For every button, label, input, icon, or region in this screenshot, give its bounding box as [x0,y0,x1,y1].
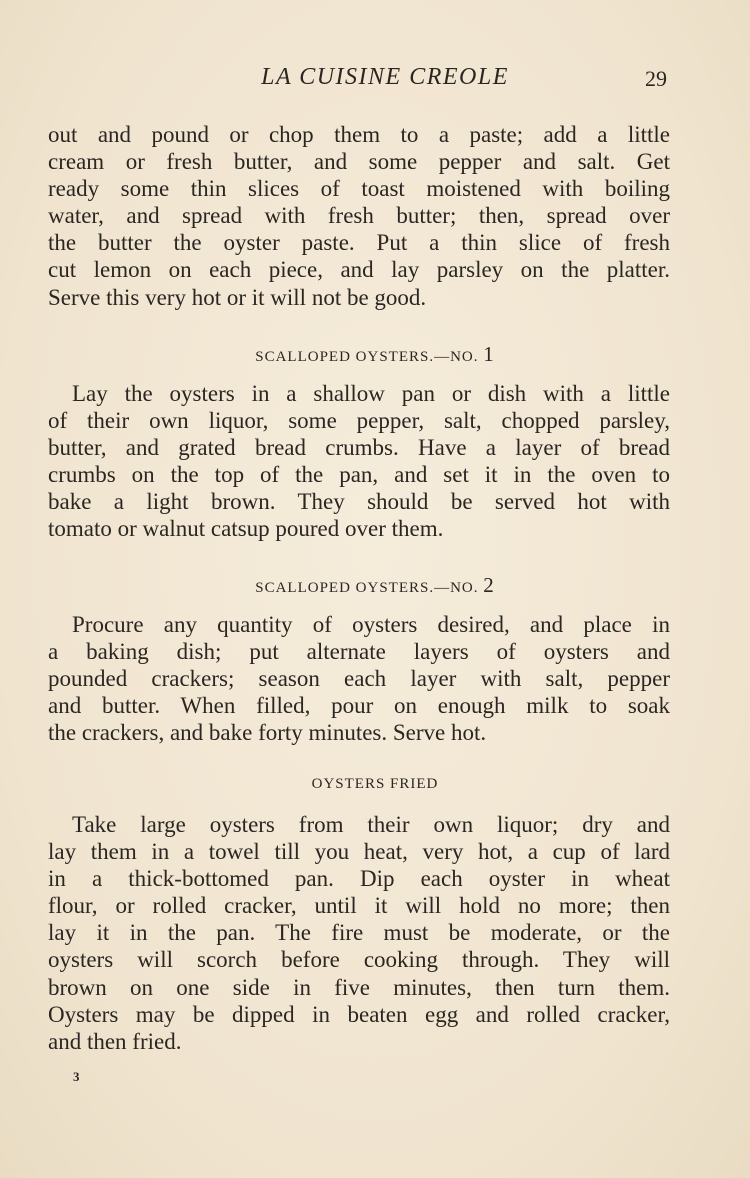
section-heading-oysters-fried [0,776,750,793]
text-line: Serve this very hot or it will not be good. [48,284,427,310]
text-line: ready some thin slices of toast moistened with boiling [48,176,670,202]
text-line: flour, or rolled cracker, until it will hold no more; then [48,893,670,919]
text-line: butter, and grated bread crumbs. Have a layer of bread [48,435,670,461]
text-line: and butter. When filled, pour on enough milk to soak [48,693,670,719]
text-line: the butter the oyster paste. Put a thin slice of fresh [48,230,670,256]
heading-number: 1 [483,342,495,366]
heading-text: OYSTERS FRIED [311,776,439,792]
text-line: lay them in a towel till you heat, very hot, a cup of lard [48,839,670,865]
text-line: the crackers, and bake forty minutes. Serve hot. [48,720,487,746]
text-line: crumbs on the top of the pan, and set it in the oven to [48,462,670,488]
text-line: oysters will scorch before cooking through. They will [48,947,670,973]
text-line: a baking dish; put alternate layers of oysters and [48,639,670,665]
section-heading-scalloped-2 [0,573,750,598]
section-heading-scalloped-1 [0,342,750,367]
text-line: tomato or walnut catsup poured over them. [48,516,444,542]
paragraph-scalloped-2 [48,611,670,746]
text-line: Oysters may be dipped in beaten egg and rolled cracker, [48,1001,670,1027]
text-line: cream or fresh butter, and some pepper and salt. Get [48,149,670,175]
signature-mark: 3 [73,1069,80,1084]
running-header-title: LA CUISINE CREOLE [261,64,509,90]
text-line: bake a light brown. They should be served hot with [48,489,670,515]
text-line: brown on one side in five minutes, then turn them. [48,974,670,1000]
text-line: out and pound or chop them to a paste; add a little [48,122,670,147]
text-line: Lay the oysters in a shallow pan or dish with a little [72,381,670,406]
text-line: pounded crackers; season each layer with salt, pepper [48,666,670,692]
text-line: Take large oysters from their own liquor; dry and [72,812,670,837]
heading-text: SCALLOPED OYSTERS.—NO. [255,349,479,365]
text-line: water, and spread with fresh butter; then, spread over [48,203,670,229]
paragraph-oysters-fried [48,811,670,1055]
heading-number: 2 [483,573,495,597]
paragraph-scalloped-1 [48,380,670,543]
paragraph-oyster-toast [48,121,670,311]
text-line: and then fried. [48,1028,182,1054]
text-line: lay it in the pan. The fire must be moderate, or the [48,920,670,946]
text-line: cut lemon on each piece, and lay parsley on the platter. [48,257,670,283]
text-line: Procure any quantity of oysters desired, and place in [72,612,670,637]
text-line: of their own liquor, some pepper, salt, chopped parsley, [48,408,670,434]
text-line: in a thick-bottomed pan. Dip each oyster in wheat [48,866,670,892]
heading-text: SCALLOPED OYSTERS.—NO. [255,580,479,596]
page-number: 29 [645,66,667,91]
